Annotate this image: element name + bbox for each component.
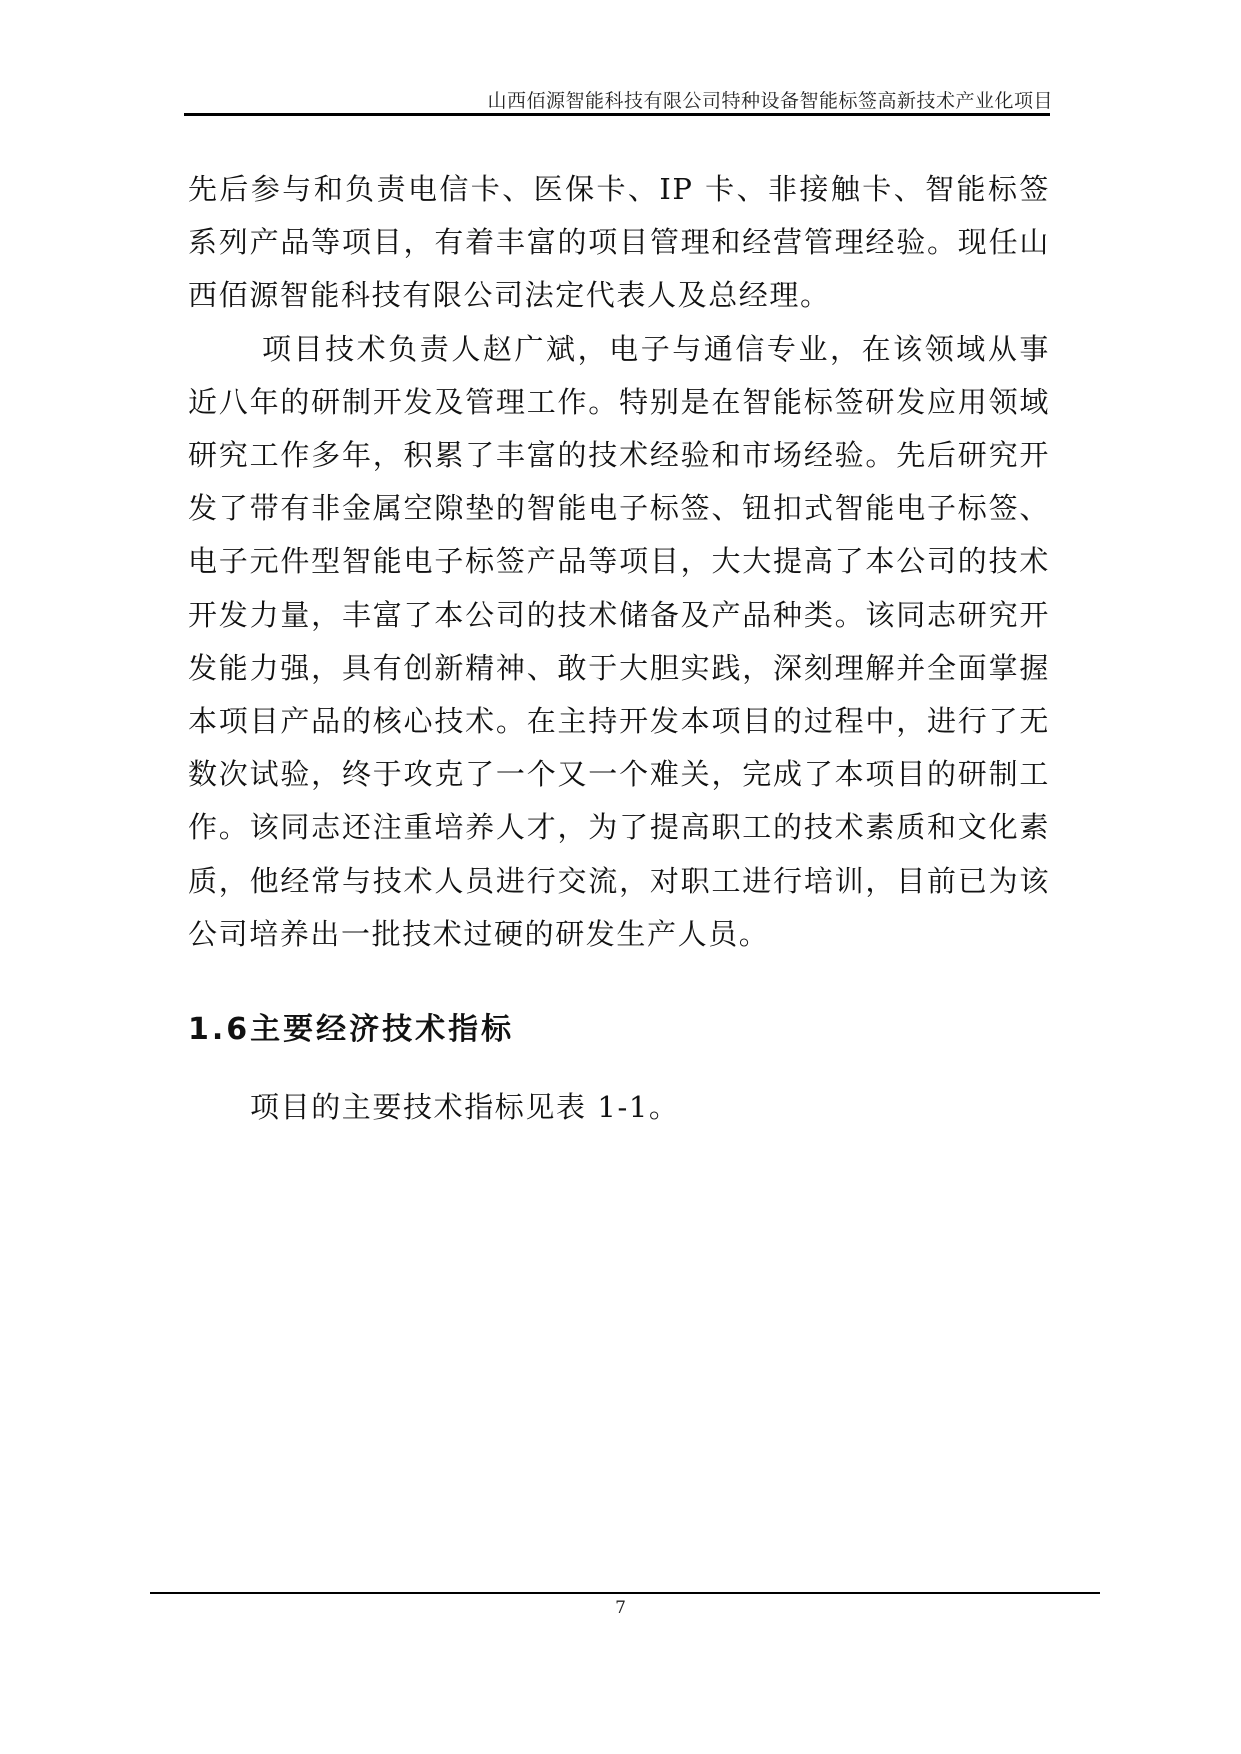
running-header: 山西佰源智能科技有限公司特种设备智能标签高新技术产业化项目: [487, 90, 1053, 112]
section-heading: 1.6主要经济技术指标: [188, 1012, 515, 1047]
page-number: 7: [615, 1598, 626, 1618]
header-divider: [184, 113, 1050, 116]
body-text: [188, 163, 1050, 961]
table-reference-text: 项目的主要技术指标见表 1-1。: [250, 1090, 680, 1124]
paragraph-continued: 先后参与和负责电信卡、医保卡、IP 卡、非接触卡、智能标签系列产品等项目，有着丰富的项目管理和经营管理经验。现任山西佰源智能科技有限公司法定代表人及总经理。: [188, 172, 1050, 313]
paragraph-technical-lead: 项目技术负责人赵广斌，电子与通信专业，在该领域从事近八年的研制开发及管理工作。特别是在智能标签研发应用领域研究工作多年，积累了丰富的技术经验和市场经验。先后研究开发了带有非金属空隙垫的智能电子标签、钮扣式智能电子标签、电子元件型智能电子标签产品等项目，大大提高了本公司的技术开发力量，丰富了本公司的技术储备及产品种类。该同志研究开发能力强，具有创新精神、敢于大胆实践，深刻理解并全面掌握本项目产品的核心技术。在主持开发本项目的过程中，进行了无数次试验，终于攻克了一个又一个难关，完成了本项目的研制工作。该同志还注重培养人才，为了提高职工的技术素质和文化素质，他经常与技术人员进行交流，对职工进行培训，目前已为该公司培养出一批技术过硬的研发生产人员。: [188, 331, 1050, 951]
footer-divider: [150, 1592, 1100, 1594]
